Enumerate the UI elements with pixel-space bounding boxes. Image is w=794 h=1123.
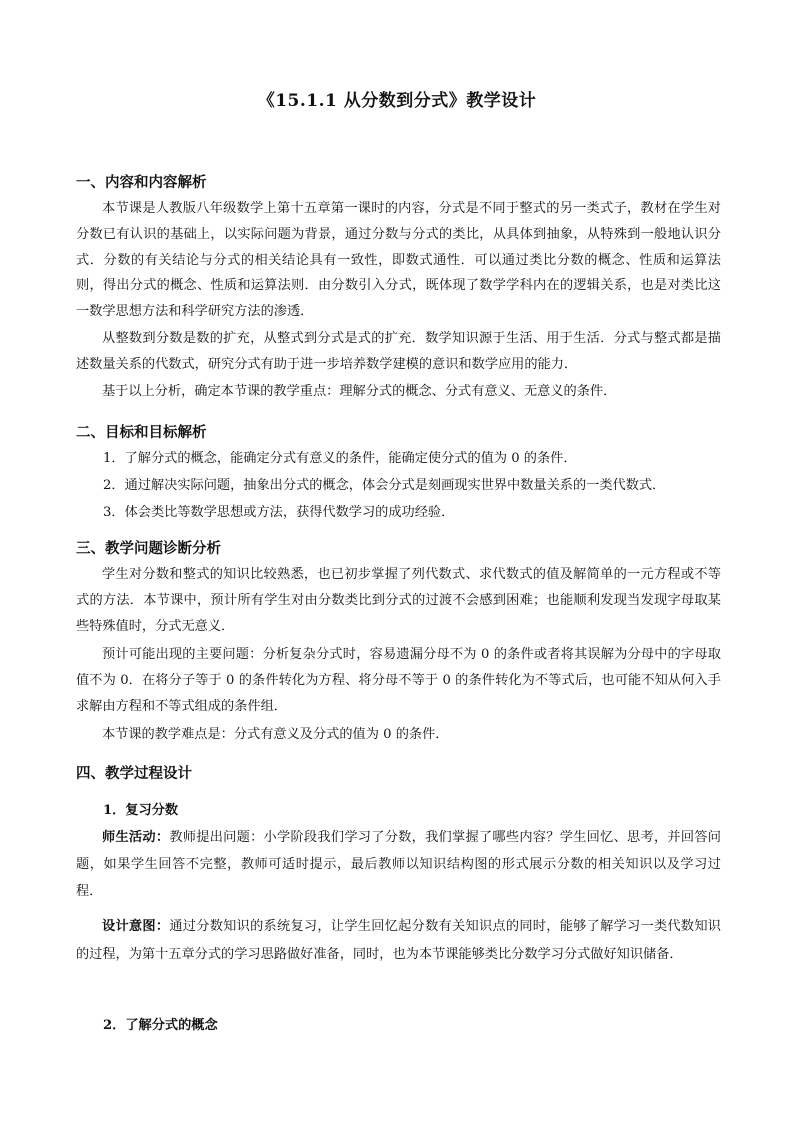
section-1-paragraph-1: 本节课是人教版八年级数学上第十五章第一课时的内容，分式是不同于整式的另一类式子，教材在学生对分数已有认识的基础上，以实际问题为背景，通过分数与分式的类比，从具体到抽象，从特殊到一般地认识分式．分数的有关结论与分式的相关结论具有一致性，即数式通性．可以通过类比分数的概念、性质和运算法则，得出分式的概念、性质和运算法则．由分数引入分式，既体现了数学学科内在的逻辑关系，也是对类比这一数学思想方法和科学研究方法的渗透． bbox=[76, 201, 721, 320]
section-1-paragraph-2: 从整数到分数是数的扩充，从整式到分式是式的扩充．数学知识源于生活、用于生活．分式与整式都是描述数量关系的代数式，研究分式有助于进一步培养数学建模的意识和数学应用的能力． bbox=[76, 331, 721, 372]
section-3-paragraph-2: 预计可能出现的主要问题：分析复杂分式时，容易遗漏分母不为 0 的条件或者将其误解为分母中的字母取值不为 0．在将分子等于 0 的条件转化为方程、将分母不等于 0 的条件转化为不等式后，也可能不知从何入手求解由方程和不等式组成的条件组． bbox=[76, 647, 721, 714]
design-intent-label: 设计意图： bbox=[102, 919, 170, 934]
section-1-heading: 一、内容和内容解析 bbox=[76, 174, 207, 191]
teacher-student-activity bbox=[76, 824, 721, 905]
subsection-fraction-concept: 2．了解分式的概念 bbox=[103, 1018, 218, 1033]
section-2-heading: 二、目标和目标解析 bbox=[76, 424, 207, 441]
teacher-activity-label: 师生活动： bbox=[102, 830, 170, 845]
subsection-review-fractions: 1．复习分数 bbox=[103, 803, 179, 818]
objective-item-3: 3．体会类比等数学思想或方法，获得代数学习的成功经验． bbox=[103, 505, 455, 520]
section-4-heading: 四、教学过程设计 bbox=[76, 765, 192, 782]
section-3-paragraph-1: 学生对分数和整式的知识比较熟悉，也已初步掌握了列代数式、求代数式的值及解简单的一元方程或不等式的方法．本节课中，预计所有学生对由分数类比到分式的过渡不会感到困难；也能顺利发现当发现字母取某些特殊值时，分式无意义． bbox=[76, 567, 721, 634]
objective-item-2: 2．通过解决实际问题，抽象出分式的概念，体会分式是刻画现实世界中数量关系的一类代数式． bbox=[103, 478, 666, 493]
section-1-paragraph-3: 基于以上分析，确定本节课的教学重点：理解分式的概念、分式有意义、无意义的条件． bbox=[102, 384, 617, 399]
section-3-heading: 三、教学问题诊断分析 bbox=[76, 540, 221, 557]
objective-item-1: 1．了解分式的概念，能确定分式有意义的条件，能确定使分式的值为 0 的条件． bbox=[103, 451, 577, 466]
design-intent bbox=[76, 913, 721, 968]
teacher-activity-text: 教师提出问题：小学阶段我们学习了分数，我们掌握了哪些内容？学生回忆、思考，并回答问题，如果学生回答不完整，教师可适时提示，最后教师以知识结构图的形式展示分数的相关知识以及学习过程． bbox=[76, 830, 721, 899]
document-title: 《15.1.1 从分数到分式》教学设计 bbox=[257, 91, 537, 111]
section-3-paragraph-3: 本节课的教学难点是：分式有意义及分式的值为 0 的条件． bbox=[102, 727, 449, 742]
design-intent-text: 通过分数知识的系统复习，让学生回忆起分数有关知识点的同时，能够了解学习一类代数知识的过程，为第十五章分式的学习思路做好准备，同时，也为本节课能够类比分数学习分式做好知识储备． bbox=[76, 919, 721, 962]
